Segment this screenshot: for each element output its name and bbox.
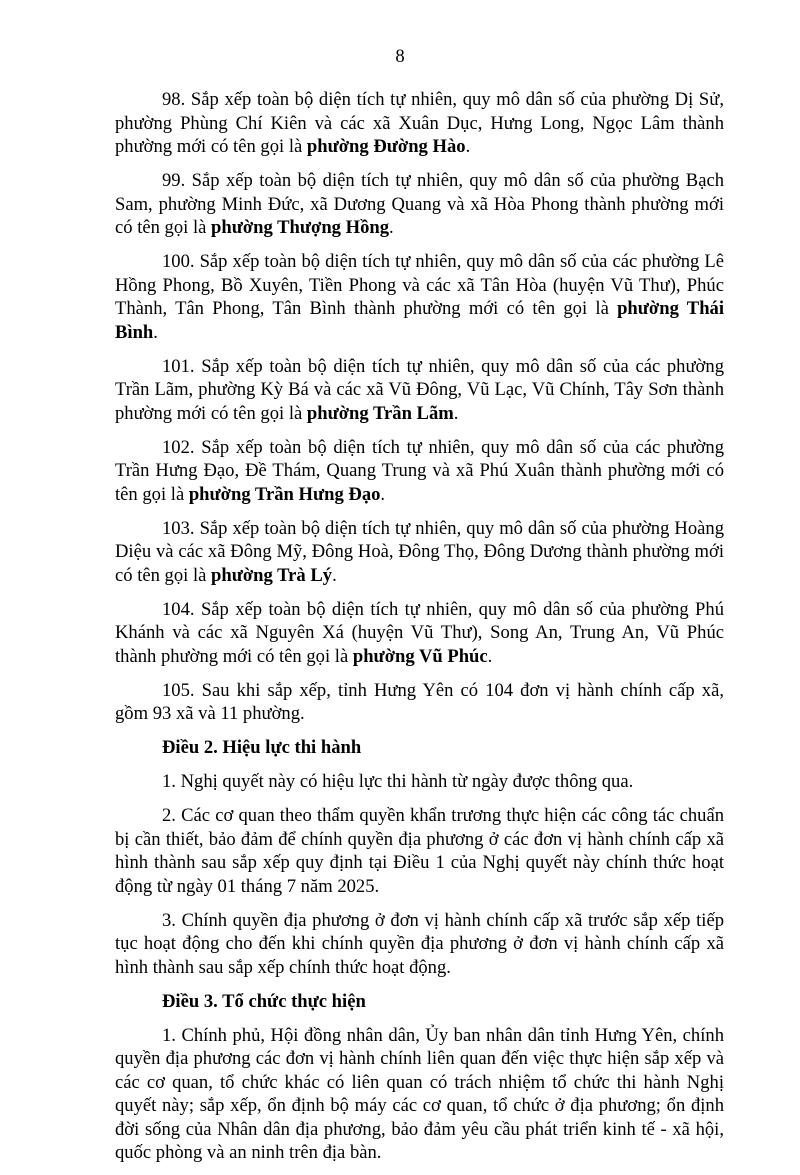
item-text: 100. Sắp xếp toàn bộ diện tích tự nhiên, quy mô dân số của các phường Lê Hồng Phong, Bồ Xuyên, Tiền Phong và các xã Tân Hòa (huyện Vũ Thư), Phúc Thành, Tân Phong, Tân Bình thành phường mới có tên gọi là [115, 251, 724, 319]
item-tail: . [389, 217, 394, 238]
page-number: 8 [395, 46, 405, 67]
item-tail: . [453, 402, 459, 424]
article-3-paragraph-1: 1. Chính phủ, Hội đồng nhân dân, Ủy ban nhân dân tỉnh Hưng Yên, chính quyền địa phương các đơn vị hành chính liên quan đến việc thực hiện sắp xếp và các cơ quan, tổ chức khác có liên quan có trách nhiệm tổ chức thi hành Nghị quyết này; sắp xếp, ổn định bộ máy các cơ quan, tổ chức ở địa phương; ổn định đời sống của Nhân dân địa phương, bảo đảm yêu cầu phát triển kinh tế - xã hội, quốc phòng và an ninh trên địa bàn. [115, 1024, 724, 1163]
item-103 [115, 517, 724, 588]
document-body [115, 88, 724, 1175]
new-ward-name: phường Đường Hào [306, 136, 466, 157]
new-ward-name: phường Thái Bình [115, 298, 724, 343]
item-text: 99. Sắp xếp toàn bộ diện tích tự nhiên, quy mô dân số của phường Bạch Sam, phường Minh Đức, xã Dương Quang và xã Hòa Phong thành phường mới có tên gọi là [115, 170, 724, 238]
new-ward-name: phường Thượng Hồng [211, 217, 390, 238]
item-tail: . [487, 645, 493, 667]
article-2-paragraph-3: 3. Chính quyền địa phương ở đơn vị hành chính cấp xã trước sắp xếp tiếp tục hoạt động cho đến khi chính quyền địa phương ở đơn vị hành chính cấp xã hình thành sau sắp xếp chính thức hoạt động. [115, 909, 724, 978]
item-tail: . [465, 136, 471, 157]
new-ward-name: phường Vũ Phúc [352, 645, 488, 667]
item-98 [115, 88, 724, 159]
new-ward-name: phường Trần Hưng Đạo [188, 483, 381, 505]
item-102 [115, 436, 724, 507]
item-100 [115, 250, 724, 344]
item-text: 103. Sắp xếp toàn bộ diện tích tự nhiên, quy mô dân số của phường Hoàng Diệu và các xã Đông Mỹ, Đông Hoà, Đông Thọ, Đông Dương thành phường mới có tên gọi là [115, 517, 724, 586]
item-text: 102. Sắp xếp toàn bộ diện tích tự nhiên, quy mô dân số của các phường Trần Hưng Đạo, Đề Thám, Quang Trung và xã Phú Xuân thành phường mới có tên gọi là [115, 436, 724, 505]
item-text: 104. Sắp xếp toàn bộ diện tích tự nhiên, quy mô dân số của phường Phú Khánh và các xã Nguyên Xá (huyện Vũ Thư), Song An, Trung An, Vũ Phúc thành phường mới có tên gọi là [115, 598, 724, 667]
new-ward-name: phường Trà Lý [211, 564, 333, 586]
new-ward-name: phường Trần Lãm [306, 402, 454, 424]
item-text: 105. Sau khi sắp xếp, tỉnh Hưng Yên có 104 đơn vị hành chính cấp xã, gồm 93 xã và 11 phường. [115, 679, 724, 724]
item-105 [115, 679, 724, 726]
item-text: 98. Sắp xếp toàn bộ diện tích tự nhiên, quy mô dân số của phường Dị Sử, phường Phùng Chí Kiên và các xã Xuân Dục, Hưng Long, Ngọc Lâm thành phường mới có tên gọi là [115, 89, 724, 157]
item-101 [115, 355, 724, 426]
item-99 [115, 169, 724, 240]
article-2-heading: Điều 2. Hiệu lực thi hành [162, 737, 362, 758]
article-2-paragraph-1: 1. Nghị quyết này có hiệu lực thi hành từ ngày được thông qua. [162, 771, 634, 792]
item-text: 101. Sắp xếp toàn bộ diện tích tự nhiên, quy mô dân số của các phường Trần Lãm, phường Kỳ Bá và các xã Vũ Đông, Vũ Lạc, Vũ Chính, Tây Sơn thành phường mới có tên gọi là [115, 355, 724, 424]
item-tail: . [153, 321, 158, 343]
item-104 [115, 598, 724, 669]
article-3-heading: Điều 3. Tổ chức thực hiện [162, 990, 366, 1012]
item-tail: . [332, 564, 337, 586]
article-2-paragraph-2: 2. Các cơ quan theo thẩm quyền khẩn trương thực hiện các công tác chuẩn bị cần thiết, bảo đảm để chính quyền địa phương ở các đơn vị hành chính cấp xã hình thành sau sắp xếp quy định tại Điều 1 của Nghị quyết này chính thức hoạt động từ ngày 01 tháng 7 năm 2025. [115, 805, 724, 897]
item-tail: . [380, 483, 386, 505]
